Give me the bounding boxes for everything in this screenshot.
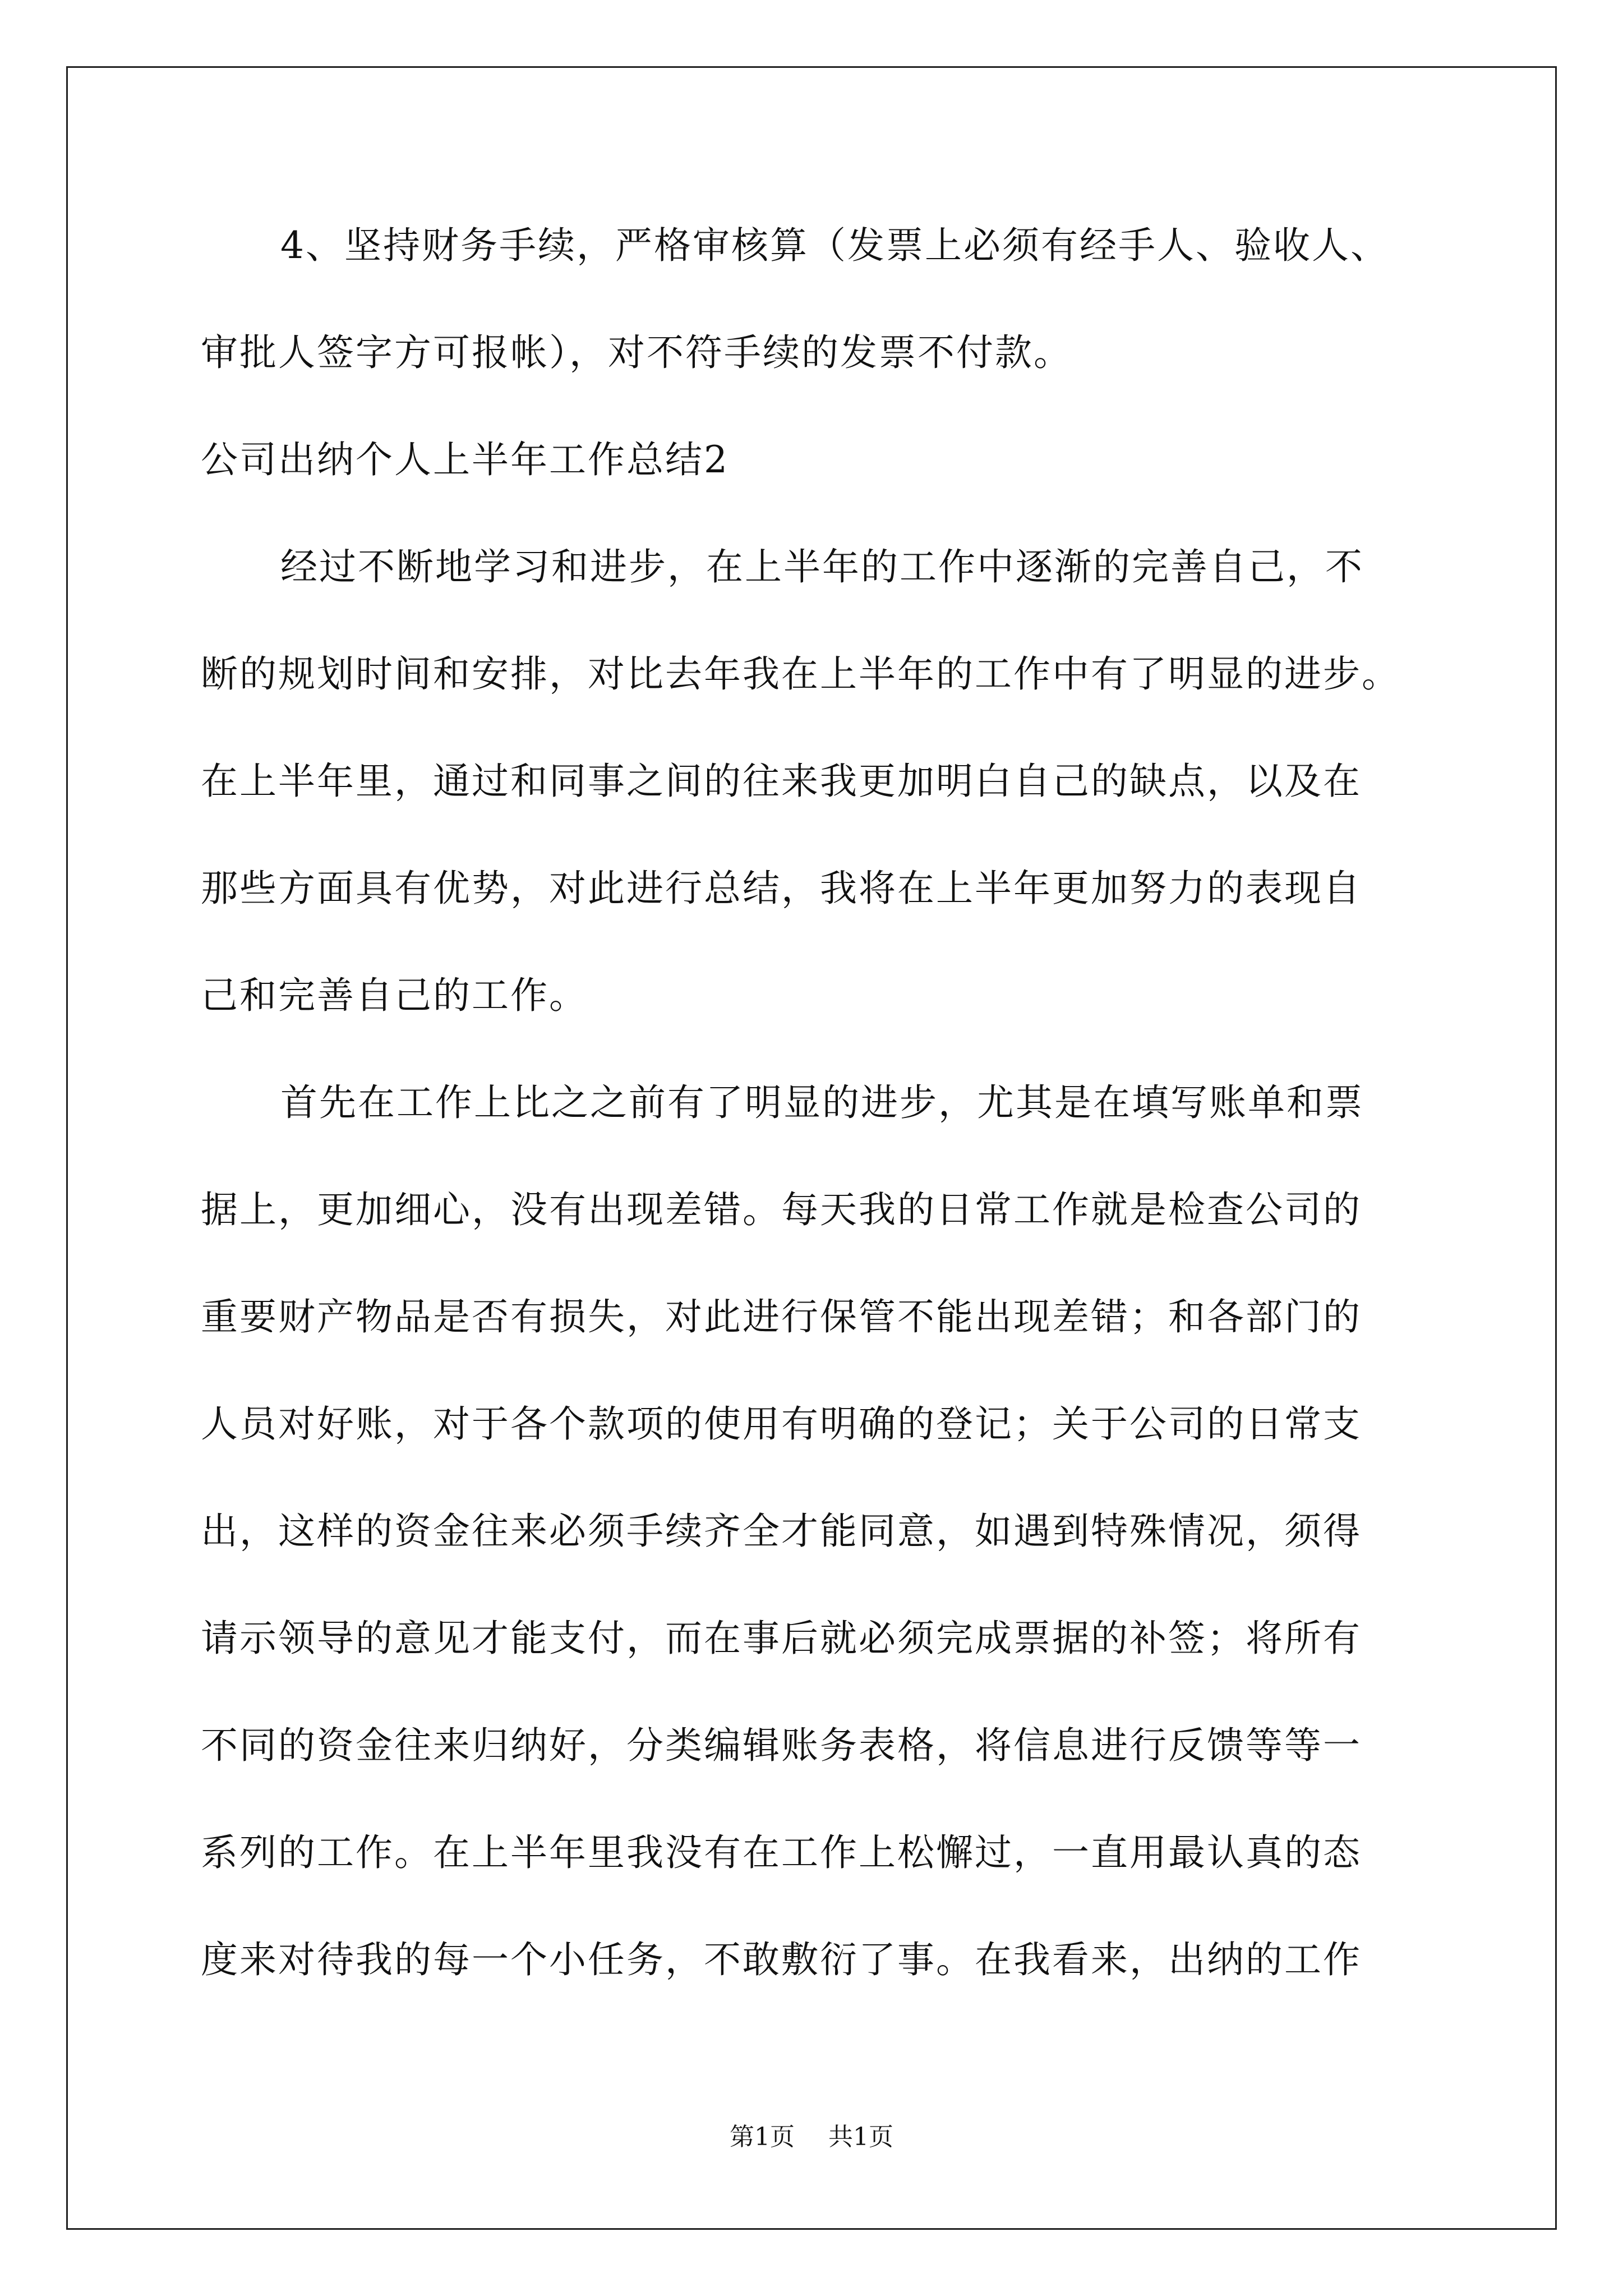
text-line: 重要财产物品是否有损失，对此进行保管不能出现差错；和各部门的 <box>201 1295 1362 1338</box>
text-line: 不同的资金往来归纳好，分类编辑账务表格，将信息进行反馈等等一 <box>201 1724 1362 1767</box>
text-line: 据上，更加细心，没有出现差错。每天我的日常工作就是检查公司的 <box>201 1188 1362 1231</box>
text-line: 人员对好账，对于各个款项的使用有明确的登记；关于公司的日常支 <box>201 1402 1362 1446</box>
text-line: 首先在工作上比之之前有了明显的进步，尤其是在填写账单和票 <box>280 1081 1364 1124</box>
section-heading: 公司出纳个人上半年工作总结2 <box>201 438 729 481</box>
document-body <box>201 219 1437 2040</box>
text-line: 己和完善自己的工作。 <box>201 974 588 1017</box>
text-line: 系列的工作。在上半年里我没有在工作上松懈过，一直用最认真的态 <box>201 1831 1362 1874</box>
page-total: 共1页 <box>828 2123 893 2151</box>
page-footer <box>0 2120 1623 2154</box>
text-line: 那些方面具有优势，对此进行总结，我将在上半年更加努力的表现自 <box>201 867 1362 910</box>
text-line: 审批人签字方可报帐），对不符手续的发票不付款。 <box>201 331 1072 374</box>
page-number: 第1页 <box>730 2123 795 2151</box>
text-line: 断的规划时间和安排，对比去年我在上半年的工作中有了明显的进步。 <box>201 652 1400 696</box>
text-line: 4、坚持财务手续，严格审核算（发票上必须有经手人、验收人、 <box>280 224 1389 267</box>
text-line: 请示领导的意见才能支付，而在事后就必须完成票据的补签；将所有 <box>201 1617 1362 1660</box>
text-line: 在上半年里，通过和同事之间的往来我更加明白自己的缺点，以及在 <box>201 760 1362 803</box>
text-line: 经过不断地学习和进步，在上半年的工作中逐渐的完善自己，不 <box>280 545 1364 588</box>
text-line: 度来对待我的每一个小任务，不敢敷衍了事。在我看来，出纳的工作 <box>201 1938 1362 1981</box>
text-line: 出，这样的资金往来必须手续齐全才能同意，如遇到特殊情况，须得 <box>201 1510 1362 1553</box>
